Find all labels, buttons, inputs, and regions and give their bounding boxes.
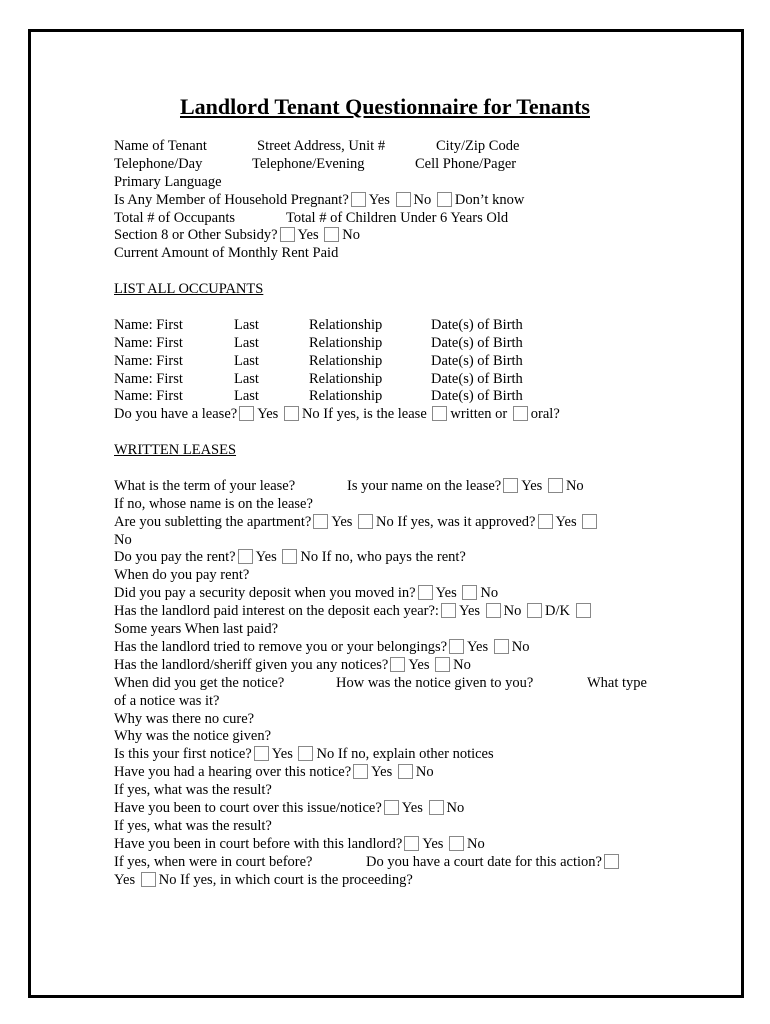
- term-row: [114, 478, 654, 496]
- when-pay-question: When do you pay rent?: [114, 567, 250, 584]
- written-label: written or: [450, 406, 508, 423]
- when-court-question: If yes, when were in court before?: [114, 853, 313, 870]
- court-before-no-checkbox[interactable]: [449, 836, 464, 851]
- yes-label: Yes: [368, 191, 390, 208]
- oral-label: oral?: [530, 406, 560, 423]
- occupants-heading: LIST ALL OCCUPANTS: [114, 281, 264, 298]
- hearing-yes-checkbox[interactable]: [353, 764, 368, 779]
- court-date-question: Do you have a court date for this action?: [366, 853, 602, 870]
- interest-some-years-checkbox[interactable]: [576, 603, 591, 618]
- first-name-label: Name: First: [114, 316, 183, 333]
- yes-label: Yes: [371, 764, 393, 781]
- telephone-evening-label: Telephone/Evening: [252, 155, 365, 172]
- no-label: No: [114, 531, 132, 548]
- occupants-count-row: [114, 210, 654, 228]
- occupants-heading-row: [114, 281, 654, 299]
- sublet-question: Are you subletting the apartment?: [114, 513, 312, 530]
- interest-no-checkbox[interactable]: [486, 603, 501, 618]
- notices-question: Has the landlord/sheriff given you any notices?: [114, 656, 389, 673]
- relationship-label: Relationship: [309, 334, 383, 351]
- lease-written-checkbox[interactable]: [432, 406, 447, 421]
- interest-question: Has the landlord paid interest on the deposit each year?:: [114, 603, 439, 620]
- occupant-row: [114, 371, 654, 389]
- remove-question: Has the landlord tried to remove you or your belongings?: [114, 638, 448, 655]
- sublet-row: [114, 514, 654, 532]
- city-zip-label: City/Zip Code: [436, 138, 520, 154]
- deposit-no-checkbox[interactable]: [462, 585, 477, 600]
- court-row: [114, 800, 654, 818]
- pregnant-row: [114, 192, 654, 210]
- dob-label: Date(s) of Birth: [431, 316, 523, 333]
- dob-label: Date(s) of Birth: [431, 388, 523, 405]
- occupant-row: [114, 353, 654, 371]
- hearing-row: [114, 764, 654, 782]
- dob-label: Date(s) of Birth: [431, 370, 523, 387]
- last-name-label: Last: [234, 334, 259, 351]
- telephone-day-label: Telephone/Day: [114, 155, 203, 172]
- approved-yes-checkbox[interactable]: [538, 514, 553, 529]
- hearing-result-question: If yes, what was the result?: [114, 782, 272, 799]
- court-question: Have you been to court over this issue/notice?: [114, 799, 382, 816]
- which-court-row: [114, 872, 654, 890]
- pay-rent-no-checkbox[interactable]: [282, 549, 297, 564]
- yes-label: Yes: [114, 871, 136, 888]
- tenant-name-label: Name of Tenant: [114, 138, 207, 154]
- dob-label: Date(s) of Birth: [431, 352, 523, 369]
- cell-phone-label: Cell Phone/Pager: [415, 155, 517, 172]
- relationship-label: Relationship: [309, 352, 383, 369]
- hearing-question: Have you had a hearing over this notice?: [114, 764, 352, 781]
- some-years-row: [114, 621, 654, 639]
- lease-oral-checkbox[interactable]: [513, 406, 528, 421]
- name-on-lease-yes-checkbox[interactable]: [503, 478, 518, 493]
- yes-label: Yes: [257, 406, 279, 423]
- no-label: No: [415, 764, 434, 781]
- court-result-question: If yes, what was the result?: [114, 817, 272, 834]
- court-date-row: [114, 854, 654, 872]
- pay-rent-row: [114, 549, 654, 567]
- why-notice-question: Why was the notice given?: [114, 728, 272, 745]
- last-name-label: Last: [234, 388, 259, 405]
- deposit-row: [114, 585, 654, 603]
- total-occupants-label: Total # of Occupants: [114, 209, 235, 226]
- yes-label: Yes: [555, 513, 577, 530]
- when-notice-question: When did you get the notice?: [114, 674, 285, 691]
- pregnant-yes-checkbox[interactable]: [351, 192, 366, 207]
- yes-label: Yes: [458, 603, 481, 620]
- interest-row: [114, 603, 654, 621]
- deposit-question: Did you pay a security deposit when you moved in?: [114, 585, 416, 602]
- no-label: No: [503, 603, 522, 620]
- last-name-label: Last: [234, 352, 259, 369]
- why-notice-row: [114, 728, 654, 746]
- yes-label: Yes: [271, 746, 293, 763]
- first-name-label: Name: First: [114, 352, 183, 369]
- name-on-lease-no-checkbox[interactable]: [548, 478, 563, 493]
- dont-know-label: Don’t know: [454, 191, 525, 208]
- no-label: No: [446, 799, 465, 816]
- relationship-label: Relationship: [309, 370, 383, 387]
- no-cure-question: Why was there no cure?: [114, 710, 255, 727]
- occupant-row: [114, 335, 654, 353]
- lease-question: Do you have a lease?: [114, 406, 238, 423]
- court-result-row: [114, 818, 654, 836]
- hearing-result-row: [114, 782, 654, 800]
- hearing-no-checkbox[interactable]: [398, 764, 413, 779]
- court-date-yes-checkbox[interactable]: [604, 854, 619, 869]
- first-notice-yes-checkbox[interactable]: [254, 746, 269, 761]
- yes-label: Yes: [435, 585, 457, 602]
- court-before-question: Have you been in court before with this landlord?: [114, 835, 403, 852]
- no-label: No: [467, 835, 485, 852]
- notices-yes-checkbox[interactable]: [390, 657, 405, 672]
- yes-label: Yes: [401, 799, 423, 816]
- yes-label: Yes: [521, 477, 543, 494]
- yes-label: Yes: [255, 549, 277, 566]
- notice-type-row: [114, 693, 654, 711]
- lease-row: [114, 406, 654, 424]
- lease-yes-checkbox[interactable]: [239, 406, 254, 421]
- whose-name-question: If no, whose name is on the lease?: [114, 495, 313, 512]
- pregnant-no-checkbox[interactable]: [396, 192, 411, 207]
- street-address-label: Street Address, Unit #: [257, 138, 386, 154]
- court-no-checkbox[interactable]: [429, 800, 444, 815]
- relationship-label: Relationship: [309, 388, 383, 405]
- notice-type-question: What type: [587, 674, 647, 691]
- court-before-yes-checkbox[interactable]: [404, 836, 419, 851]
- no-label: No: [511, 638, 530, 655]
- notices-no-checkbox[interactable]: [435, 657, 450, 672]
- yes-label: Yes: [297, 227, 319, 244]
- how-notice-question: How was the notice given to you?: [336, 674, 534, 691]
- occupant-row: [114, 388, 654, 406]
- remove-yes-checkbox[interactable]: [449, 639, 464, 654]
- notices-row: [114, 657, 654, 675]
- no-cure-row: [114, 711, 654, 729]
- section8-row: [114, 227, 654, 245]
- occupant-row: [114, 317, 654, 335]
- last-name-label: Last: [234, 370, 259, 387]
- name-on-lease-question: Is your name on the lease?: [347, 477, 502, 494]
- rent-amount-row: [114, 245, 654, 263]
- sublet-no-checkbox[interactable]: [358, 514, 373, 529]
- dob-label: Date(s) of Birth: [431, 334, 523, 351]
- whose-name-row: [114, 496, 654, 514]
- yes-label: Yes: [331, 513, 353, 530]
- last-name-label: Last: [234, 316, 259, 333]
- court-before-row: [114, 836, 654, 854]
- primary-language-label: Primary Language: [114, 173, 222, 190]
- tenant-row-3: [114, 174, 654, 192]
- pay-rent-yes-checkbox[interactable]: [238, 549, 253, 564]
- court-date-no-checkbox[interactable]: [141, 872, 156, 887]
- deposit-yes-checkbox[interactable]: [418, 585, 433, 600]
- which-court-question: No If yes, in which court is the proceeding?: [158, 871, 413, 888]
- no-label: No: [565, 477, 584, 494]
- written-leases-heading: WRITTEN LEASES: [114, 442, 237, 459]
- total-children-label: Total # of Children Under 6 Years Old: [286, 209, 509, 226]
- monthly-rent-label: Current Amount of Monthly Rent Paid: [114, 245, 339, 262]
- lease-no-checkbox[interactable]: [284, 406, 299, 421]
- sublet-followup: No If yes, was it approved?: [376, 513, 536, 530]
- written-heading-row: [114, 442, 654, 460]
- court-yes-checkbox[interactable]: [384, 800, 399, 815]
- notice-type-continued: of a notice was it?: [114, 692, 220, 709]
- lease-term-question: What is the term of your lease?: [114, 477, 296, 494]
- no-label: No: [342, 227, 360, 244]
- section8-yes-checkbox[interactable]: [280, 227, 295, 242]
- remove-row: [114, 639, 654, 657]
- no-label: No: [480, 585, 499, 602]
- notice-details-row: [114, 675, 654, 693]
- yes-label: Yes: [467, 638, 489, 655]
- section8-question: Section 8 or Other Subsidy?: [114, 227, 278, 244]
- pregnant-question: Is Any Member of Household Pregnant?: [114, 191, 349, 208]
- interest-dk-checkbox[interactable]: [527, 603, 542, 618]
- pay-rent-question: Do you pay the rent?: [114, 549, 236, 566]
- first-notice-no-checkbox[interactable]: [298, 746, 313, 761]
- page-title: Landlord Tenant Questionnaire for Tenants: [180, 94, 590, 119]
- yes-label: Yes: [422, 835, 444, 852]
- first-name-label: Name: First: [114, 370, 183, 387]
- sublet-yes-checkbox[interactable]: [313, 514, 328, 529]
- lease-followup: No If yes, is the lease: [301, 406, 427, 423]
- approved-no-checkbox[interactable]: [582, 514, 597, 529]
- first-name-label: Name: First: [114, 388, 183, 405]
- first-notice-question: Is this your first notice?: [114, 746, 252, 763]
- dk-label: D/K: [545, 603, 571, 620]
- tenant-row-2: [114, 156, 654, 174]
- relationship-label: Relationship: [309, 316, 383, 333]
- no-label: No: [453, 656, 471, 673]
- tenant-row-1: [114, 138, 654, 156]
- section8-no-checkbox[interactable]: [324, 227, 339, 242]
- interest-yes-checkbox[interactable]: [441, 603, 456, 618]
- name-on-lease-group: [347, 478, 584, 496]
- no-label: No: [413, 191, 432, 208]
- remove-no-checkbox[interactable]: [494, 639, 509, 654]
- yes-label: Yes: [408, 656, 430, 673]
- pay-rent-followup: No If no, who pays the rent?: [300, 549, 466, 566]
- pregnant-dont-know-checkbox[interactable]: [437, 192, 452, 207]
- first-notice-followup: No If no, explain other notices: [316, 746, 494, 763]
- questionnaire-body: [114, 138, 654, 889]
- some-years-label: Some years When last paid?: [114, 621, 279, 638]
- sublet-no-row: [114, 532, 654, 550]
- court-date-group: [366, 854, 622, 872]
- first-name-label: Name: First: [114, 334, 183, 351]
- when-pay-row: [114, 567, 654, 585]
- first-notice-row: [114, 746, 654, 764]
